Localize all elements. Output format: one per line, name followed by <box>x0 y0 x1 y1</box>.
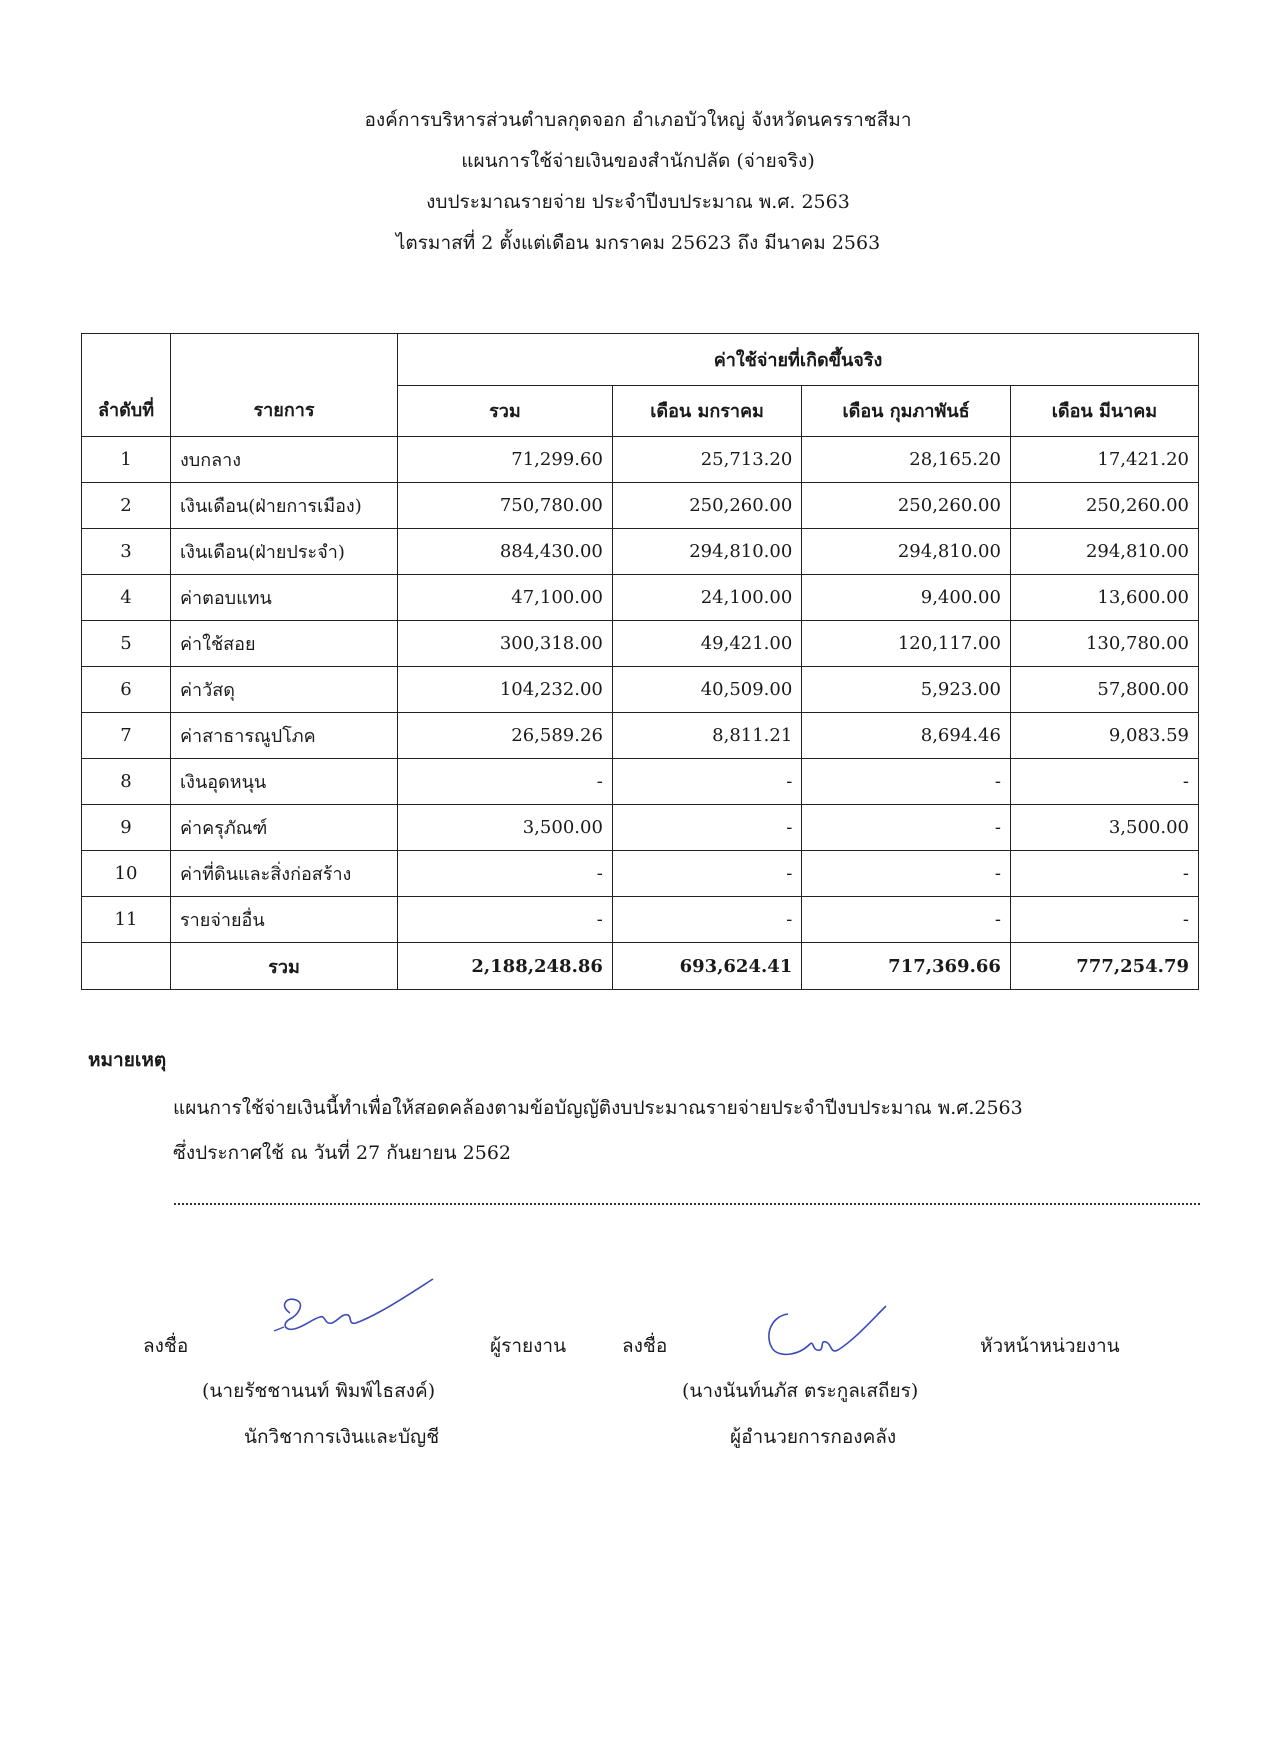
row-no-cell: 5 <box>82 621 171 667</box>
row-mar-cell: - <box>1010 851 1198 897</box>
row-jan-cell: - <box>612 897 801 943</box>
row-item-cell: ค่าตอบแทน <box>171 575 398 621</box>
plan-title: แผนการใช้จ่ายเงินของสำนักปลัด (จ่ายจริง) <box>461 150 815 172</box>
table-row <box>82 851 1199 897</box>
row-no-cell: 1 <box>82 437 171 483</box>
total-feb: 717,369.66 <box>802 943 1011 990</box>
row-feb-cell: - <box>802 851 1011 897</box>
table-row <box>82 713 1199 759</box>
row-mar-cell: - <box>1010 759 1198 805</box>
row-total-cell: 104,232.00 <box>398 667 613 713</box>
total-mar: 777,254.79 <box>1010 943 1198 990</box>
total-jan: 693,624.41 <box>612 943 801 990</box>
row-item-cell: ค่าสาธารณูปโภค <box>171 713 398 759</box>
col-header-item: รายการ <box>171 334 398 437</box>
total-sum: 2,188,248.86 <box>398 943 613 990</box>
row-jan-cell: 8,811.21 <box>612 713 801 759</box>
table-row <box>82 575 1199 621</box>
row-item-cell: เงินเดือน(ฝ่ายการเมือง) <box>171 483 398 529</box>
row-feb-cell: 294,810.00 <box>802 529 1011 575</box>
row-no-cell: 3 <box>82 529 171 575</box>
remarks-line-1: แผนการใช้จ่ายเงินนี้ทำเพื่อให้สอดคล้องตามข้อบัญญัติงบประมาณรายจ่ายประจำปีงบประมาณ พ.ศ.2563 <box>173 1097 1023 1119</box>
row-item-cell: รายจ่ายอื่น <box>171 897 398 943</box>
row-total-cell: 884,430.00 <box>398 529 613 575</box>
quarter-title: ไตรมาสที่ 2 ตั้งแต่เดือน มกราคม 25623 ถึง มีนาคม 2563 <box>395 232 881 254</box>
left-signer-name: (นายรัชชานนท์ พิมพ์ไธสงค์) <box>202 1380 436 1402</box>
row-item-cell: ค่าวัสดุ <box>171 667 398 713</box>
remarks-title: หมายเหตุ <box>88 1049 167 1071</box>
row-jan-cell: 25,713.20 <box>612 437 801 483</box>
row-no-cell: 9 <box>82 805 171 851</box>
row-feb-cell: 9,400.00 <box>802 575 1011 621</box>
left-signature-image <box>268 1275 438 1355</box>
row-no-cell: 10 <box>82 851 171 897</box>
row-total-cell: 3,500.00 <box>398 805 613 851</box>
row-jan-cell: 40,509.00 <box>612 667 801 713</box>
table-row <box>82 621 1199 667</box>
col-header-mar: เดือน มีนาคม <box>1010 385 1198 437</box>
row-total-cell: - <box>398 759 613 805</box>
org-title: องค์การบริหารส่วนตำบลกุดจอก อำเภอบัวใหญ่ จังหวัดนครราชสีมา <box>364 109 912 131</box>
row-no-cell: 11 <box>82 897 171 943</box>
row-feb-cell: 250,260.00 <box>802 483 1011 529</box>
row-jan-cell: - <box>612 851 801 897</box>
row-item-cell: ค่าใช้สอย <box>171 621 398 667</box>
row-total-cell: 47,100.00 <box>398 575 613 621</box>
left-sign-role: ผู้รายงาน <box>490 1335 567 1357</box>
row-mar-cell: 13,600.00 <box>1010 575 1198 621</box>
row-jan-cell: 49,421.00 <box>612 621 801 667</box>
budget-title: งบประมาณรายจ่าย ประจำปีงบประมาณ พ.ศ. 2563 <box>426 191 850 213</box>
row-no-cell: 2 <box>82 483 171 529</box>
total-label: รวม <box>171 943 398 990</box>
expense-table <box>81 333 1199 990</box>
left-signer-position: นักวิชาการเงินและบัญชี <box>244 1426 440 1448</box>
row-item-cell: เงินอุดหนุน <box>171 759 398 805</box>
row-feb-cell: - <box>802 897 1011 943</box>
row-mar-cell: 130,780.00 <box>1010 621 1198 667</box>
total-row <box>82 943 1199 990</box>
row-total-cell: 71,299.60 <box>398 437 613 483</box>
table-row <box>82 483 1199 529</box>
row-no-cell: 7 <box>82 713 171 759</box>
row-mar-cell: 3,500.00 <box>1010 805 1198 851</box>
col-header-group: ค่าใช้จ่ายที่เกิดขึ้นจริง <box>398 334 1199 386</box>
left-sign-label: ลงชื่อ <box>143 1335 189 1357</box>
row-feb-cell: 28,165.20 <box>802 437 1011 483</box>
col-header-no: ลำดับที่ <box>82 334 171 437</box>
row-jan-cell: - <box>612 805 801 851</box>
row-item-cell: งบกลาง <box>171 437 398 483</box>
row-item-cell: ค่าที่ดินและสิ่งก่อสร้าง <box>171 851 398 897</box>
row-total-cell: 750,780.00 <box>398 483 613 529</box>
row-mar-cell: 250,260.00 <box>1010 483 1198 529</box>
table-row <box>82 667 1199 713</box>
col-header-jan: เดือน มกราคม <box>612 385 801 437</box>
row-total-cell: - <box>398 851 613 897</box>
row-no-cell: 6 <box>82 667 171 713</box>
right-signature-image <box>758 1300 898 1370</box>
row-feb-cell: 120,117.00 <box>802 621 1011 667</box>
row-mar-cell: 57,800.00 <box>1010 667 1198 713</box>
row-feb-cell: - <box>802 805 1011 851</box>
row-feb-cell: 8,694.46 <box>802 713 1011 759</box>
row-no-cell: 4 <box>82 575 171 621</box>
row-total-cell: 300,318.00 <box>398 621 613 667</box>
table-row <box>82 759 1199 805</box>
right-signer-name: (นางนันท์นภัส ตระกูลเสถียร) <box>682 1380 919 1402</box>
row-jan-cell: 24,100.00 <box>612 575 801 621</box>
row-mar-cell: 294,810.00 <box>1010 529 1198 575</box>
row-jan-cell: 294,810.00 <box>612 529 801 575</box>
table-row <box>82 805 1199 851</box>
row-feb-cell: - <box>802 759 1011 805</box>
right-signer-position: ผู้อำนวยการกองคลัง <box>730 1426 897 1448</box>
table-row <box>82 529 1199 575</box>
row-mar-cell: 17,421.20 <box>1010 437 1198 483</box>
row-no-cell: 8 <box>82 759 171 805</box>
table-row <box>82 437 1199 483</box>
row-mar-cell: 9,083.59 <box>1010 713 1198 759</box>
total-no-cell <box>82 943 171 990</box>
row-total-cell: 26,589.26 <box>398 713 613 759</box>
col-header-total: รวม <box>398 385 613 437</box>
document-header <box>0 100 1276 264</box>
remarks-line-2: ซึ่งประกาศใช้ ณ วันที่ 27 กันยายน 2562 <box>173 1142 512 1164</box>
row-jan-cell: - <box>612 759 801 805</box>
table-row <box>82 897 1199 943</box>
row-total-cell: - <box>398 897 613 943</box>
col-header-feb: เดือน กุมภาพันธ์ <box>802 385 1011 437</box>
row-item-cell: เงินเดือน(ฝ่ายประจำ) <box>171 529 398 575</box>
right-sign-role: หัวหน้าหน่วยงาน <box>980 1335 1120 1357</box>
row-feb-cell: 5,923.00 <box>802 667 1011 713</box>
right-sign-label: ลงชื่อ <box>622 1335 668 1357</box>
row-jan-cell: 250,260.00 <box>612 483 801 529</box>
dotted-divider <box>174 1203 1200 1205</box>
row-mar-cell: - <box>1010 897 1198 943</box>
row-item-cell: ค่าครุภัณฑ์ <box>171 805 398 851</box>
